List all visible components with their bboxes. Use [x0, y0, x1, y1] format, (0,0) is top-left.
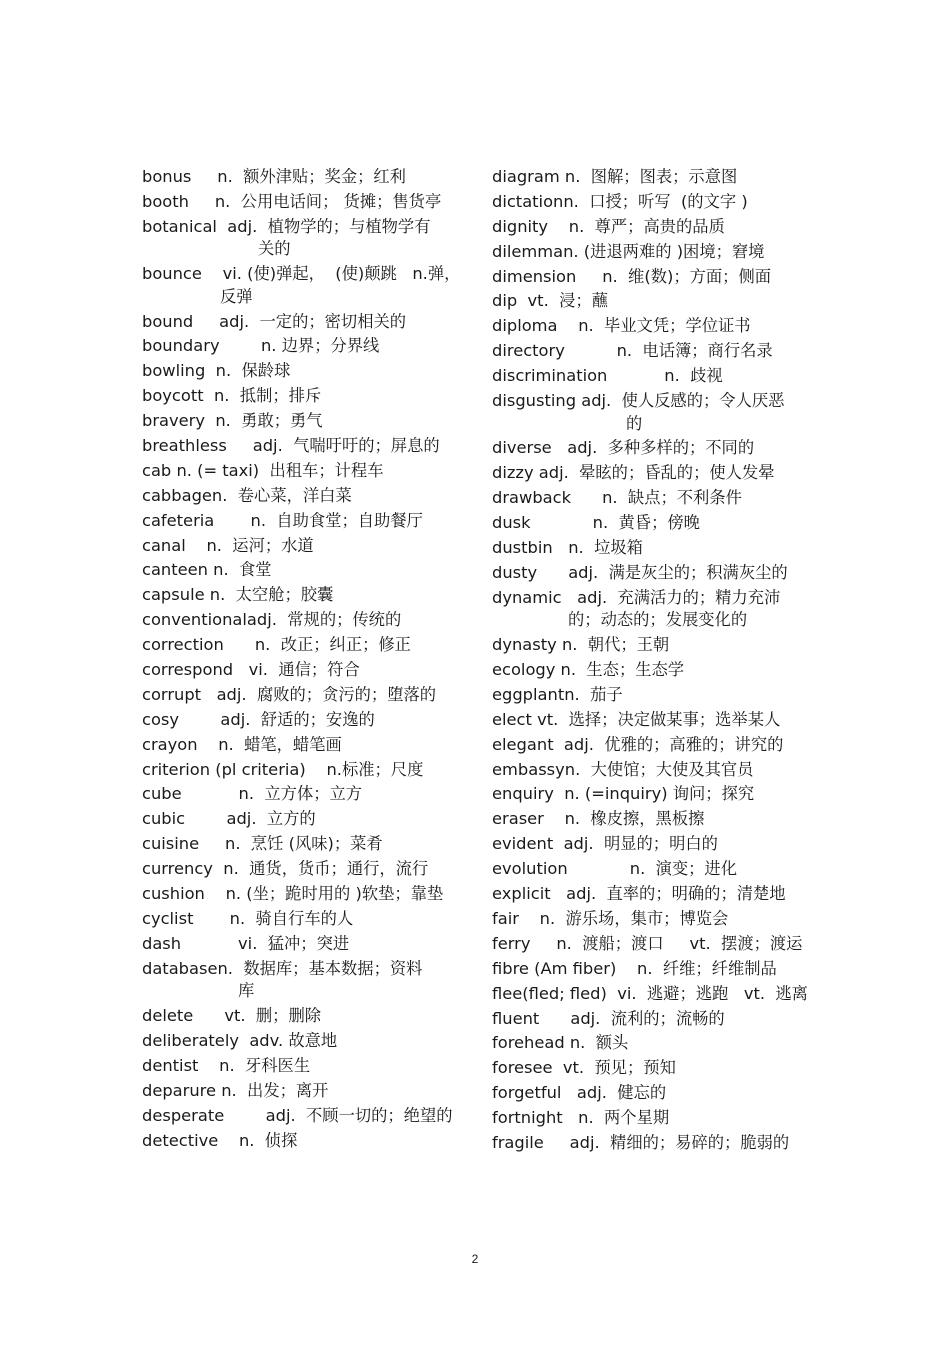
vocab-entry [142, 510, 460, 533]
vocab-entry [142, 609, 460, 632]
vocab-entry-text: bravery n. 勇敢；勇气 [142, 411, 323, 431]
vocab-entry [142, 335, 460, 358]
vocab-entry-text: delete vt. 删；删除 [142, 1006, 322, 1026]
vocab-entry-text: forgetful adj. 健忘的 [492, 1083, 667, 1103]
vocab-entry [492, 537, 812, 560]
vocab-entry [492, 858, 812, 881]
vocab-entry-text: currency n. 通货，货币；通行，流行 [142, 859, 429, 879]
vocab-entry [142, 216, 460, 261]
vocab-entry-text: boycott n. 抵制；排斥 [142, 386, 322, 406]
vocab-entry-text: drawback n. 缺点；不利条件 [492, 488, 742, 508]
vocab-entry-text: elect vt. 选择；决定做某事；选举某人 [492, 709, 781, 729]
vocab-entry-text: dilemman. (进退两难的 )困境；窘境 [492, 241, 765, 261]
vocab-entry [492, 266, 812, 289]
vocab-entry [142, 908, 460, 931]
vocab-entry-text: directory n. 电话簿；商行名录 [492, 341, 773, 361]
vocab-entry [492, 462, 812, 485]
vocab-entry-text: breathless adj. 气喘吁吁的；屏息的 [142, 436, 440, 456]
vocab-entry-text: dusk n. 黄昏；傍晚 [492, 513, 700, 533]
vocab-entry [492, 908, 812, 931]
vocab-entry-text: eggplantn. 茄子 [492, 684, 623, 704]
vocab-entry [142, 759, 460, 782]
vocab-entry [492, 487, 812, 510]
left-column [142, 166, 460, 1154]
vocab-entry [142, 435, 460, 458]
vocab-entry [492, 587, 812, 632]
vocab-entry [142, 634, 460, 657]
vocab-entry [492, 290, 812, 313]
vocab-entry-text: fibre (Am fiber) n. 纤维；纤维制品 [492, 958, 777, 978]
vocab-entry-continuation: 反弹 [220, 286, 253, 306]
vocab-entry-text: cushion n. (坐；跪时用的 )软垫；靠垫 [142, 884, 444, 904]
vocab-entry [142, 684, 460, 707]
vocab-entry [492, 365, 812, 388]
vocab-entry [492, 437, 812, 460]
vocab-entry [142, 191, 460, 214]
vocab-entry-text: correspond vi. 通信；符合 [142, 660, 360, 680]
vocab-entry [492, 659, 812, 682]
vocab-entry [492, 634, 812, 657]
vocab-entry [492, 191, 812, 214]
vocab-entry [142, 1055, 460, 1078]
vocab-entry [142, 1080, 460, 1103]
vocab-entry-text: corrupt adj. 腐败的；贪污的；堕落的 [142, 684, 437, 704]
vocab-entry-text: canal n. 运河；水道 [142, 535, 314, 555]
vocab-entry [492, 734, 812, 757]
vocab-entry [492, 562, 812, 585]
vocab-entry-text: cosy adj. 舒适的；安逸的 [142, 709, 375, 729]
vocab-entry-text: diagram n. 图解；图表；示意图 [492, 167, 738, 186]
vocab-entry-text: cuisine n. 烹饪 (风味)；菜肴 [142, 834, 383, 854]
page-number: 2 [471, 1252, 479, 1266]
vocab-entry [492, 808, 812, 831]
vocab-entry-text: dignity n. 尊严；高贵的品质 [492, 216, 725, 236]
vocab-entry-text: enquiry n. (=inquiry) 询问；探究 [492, 784, 755, 804]
vocab-entry-text: dynasty n. 朝代；王朝 [492, 635, 670, 655]
vocab-entry-text: dusty adj. 满是灰尘的；积满灰尘的 [492, 562, 788, 582]
vocab-entry [142, 166, 460, 189]
vocab-entry [142, 709, 460, 732]
vocab-entry [142, 1005, 460, 1028]
vocab-entry-text: fragile adj. 精细的；易碎的；脆弱的 [492, 1132, 790, 1152]
vocab-entry [492, 783, 812, 806]
vocab-entry-text: evident adj. 明显的；明白的 [492, 834, 718, 854]
vocab-entry-text: deliberately adv. 故意地 [142, 1031, 338, 1050]
vocab-entry-continuation: 的 [626, 413, 643, 433]
vocab-entry [492, 709, 812, 732]
vocab-entry-text: desperate adj. 不顾一切的；绝望的 [142, 1105, 453, 1125]
vocab-entry-text: capsule n. 太空舱；胶囊 [142, 585, 334, 605]
vocab-entry [492, 1082, 812, 1105]
vocab-entry-text: deparure n. 出发；离开 [142, 1080, 329, 1100]
vocab-entry [492, 512, 812, 535]
vocab-entry [492, 983, 812, 1006]
vocab-entry [142, 858, 460, 881]
vocab-entry-text: criterion (pl criteria) n.标准；尺度 [142, 759, 424, 779]
vocab-entry-text: forehead n. 额头 [492, 1033, 629, 1053]
vocab-entry [142, 1105, 460, 1128]
vocab-entry-text: botanical adj. 植物学的；与植物学有 [142, 216, 431, 236]
vocab-entry [492, 958, 812, 981]
vocab-entry-continuation: 的；动态的；发展变化的 [568, 610, 748, 630]
vocab-entry-text: dash vi. 猛冲；突进 [142, 933, 350, 953]
vocab-entry-text: databasen. 数据库；基本数据；资料 [142, 958, 423, 978]
vocab-entry-continuation: 关的 [258, 239, 291, 259]
vocab-entry-text: eraser n. 橡皮擦，黑板擦 [492, 809, 705, 829]
vocab-entry-text: canteen n. 食堂 [142, 560, 272, 580]
vocab-entry-text: correction n. 改正；纠正；修正 [142, 635, 411, 655]
vocab-entry-text: crayon n. 蜡笔，蜡笔画 [142, 734, 342, 754]
vocab-entry-text: evolution n. 演变；进化 [492, 859, 737, 879]
vocab-entry [492, 1057, 812, 1080]
vocab-entry [492, 684, 812, 707]
vocab-entry-text: ferry n. 渡船；渡口 vt. 摆渡；渡运 [492, 933, 803, 953]
vocab-entry-text: dynamic adj. 充满活力的；精力充沛 [492, 587, 781, 607]
vocab-entry [492, 166, 812, 189]
vocab-entry-text: flee(fled; fled) vi. 逃避；逃跑 vt. 逃离 [492, 983, 808, 1003]
vocab-entry [492, 390, 812, 435]
vocab-entry-text: elegant adj. 优雅的；高雅的；讲究的 [492, 734, 784, 754]
vocab-entry [142, 734, 460, 757]
vocab-entry-text: dimension n. 维(数)；方面；侧面 [492, 266, 772, 286]
vocab-entry [142, 833, 460, 856]
vocab-entry [142, 933, 460, 956]
vocab-entry [492, 241, 812, 264]
vocab-entry [492, 883, 812, 906]
vocab-entry [142, 311, 460, 334]
vocab-entry [492, 315, 812, 338]
vocab-entry [492, 833, 812, 856]
vocab-entry-text: disgusting adj. 使人反感的；令人厌恶 [492, 391, 785, 411]
vocab-entry-text: embassyn. 大使馆；大使及其官员 [492, 759, 754, 779]
vocab-entry-text: booth n. 公用电话间； 货摊；售货亭 [142, 191, 442, 211]
vocab-entry [142, 410, 460, 433]
vocab-entry-text: explicit adj. 直率的；明确的；清楚地 [492, 884, 786, 904]
vocab-entry [142, 808, 460, 831]
vocab-entry-text: dustbin n. 垃圾箱 [492, 537, 643, 557]
vocab-entry [142, 883, 460, 906]
vocab-entry [142, 559, 460, 582]
vocab-entry-text: conventionaladj. 常规的；传统的 [142, 610, 402, 630]
vocab-entry [142, 360, 460, 383]
vocab-entry-text: cube n. 立方体；立方 [142, 784, 363, 804]
vocab-entry-text: fair n. 游乐场，集市；博览会 [492, 908, 729, 928]
vocab-entry-text: boundary n. 边界；分界线 [142, 336, 380, 356]
vocab-entry-text: cyclist n. 骑自行车的人 [142, 908, 354, 928]
vocab-entry [492, 340, 812, 363]
vocab-entry [142, 584, 460, 607]
vocab-entry-text: bounce vi. (使)弹起， (使)颠跳 n.弹， [142, 264, 461, 284]
vocab-entry-text: cubic adj. 立方的 [142, 809, 316, 829]
vocab-entry-text: cab n. (= taxi) 出租车；计程车 [142, 460, 384, 480]
vocab-entry [142, 263, 460, 308]
vocab-entry [142, 958, 460, 1003]
vocab-entry-text: dentist n. 牙科医生 [142, 1055, 311, 1075]
vocab-entry-text: diploma n. 毕业文凭；学位证书 [492, 316, 751, 336]
vocab-entry-text: diverse adj. 多种多样的；不同的 [492, 438, 755, 458]
vocab-entry [142, 783, 460, 806]
vocab-entry [492, 759, 812, 782]
vocab-entry [492, 1107, 812, 1130]
vocab-entry [142, 1030, 460, 1053]
vocab-entry [142, 1130, 460, 1153]
vocab-entry-text: dizzy adj. 晕眩的；昏乱的；使人发晕 [492, 463, 775, 483]
vocab-entry-text: cafeteria n. 自助食堂；自助餐厅 [142, 510, 423, 530]
vocab-entry-text: bonus n. 额外津贴；奖金；红利 [142, 167, 406, 186]
vocab-entry [142, 460, 460, 483]
vocab-entry [492, 1132, 812, 1155]
vocab-entry-text: discrimination n. 歧视 [492, 366, 723, 386]
vocab-entry [142, 485, 460, 508]
vocab-entry-text: fluent adj. 流利的；流畅的 [492, 1008, 725, 1028]
vocab-entry [142, 535, 460, 558]
vocab-entry [492, 1008, 812, 1031]
vocab-entry-text: cabbagen. 卷心菜，洋白菜 [142, 485, 352, 505]
vocab-entry-text: bowling n. 保龄球 [142, 361, 291, 381]
vocab-entry-text: bound adj. 一定的；密切相关的 [142, 311, 407, 331]
vocab-entry-text: dip vt. 浸；蘸 [492, 291, 608, 311]
right-column [492, 166, 812, 1157]
vocab-entry-text: detective n. 侦探 [142, 1130, 298, 1150]
vocab-entry [142, 659, 460, 682]
vocab-entry [492, 1032, 812, 1055]
vocab-entry-text: fortnight n. 两个星期 [492, 1108, 670, 1128]
vocab-entry-text: foresee vt. 预见；预知 [492, 1058, 676, 1078]
vocab-entry [492, 216, 812, 239]
vocab-entry-text: ecology n. 生态；生态学 [492, 660, 685, 680]
vocab-entry-text: dictationn. 口授；听写 (的文字 ) [492, 191, 748, 211]
vocab-entry [492, 933, 812, 956]
vocab-entry [142, 385, 460, 408]
vocab-entry-continuation: 库 [238, 981, 255, 1001]
